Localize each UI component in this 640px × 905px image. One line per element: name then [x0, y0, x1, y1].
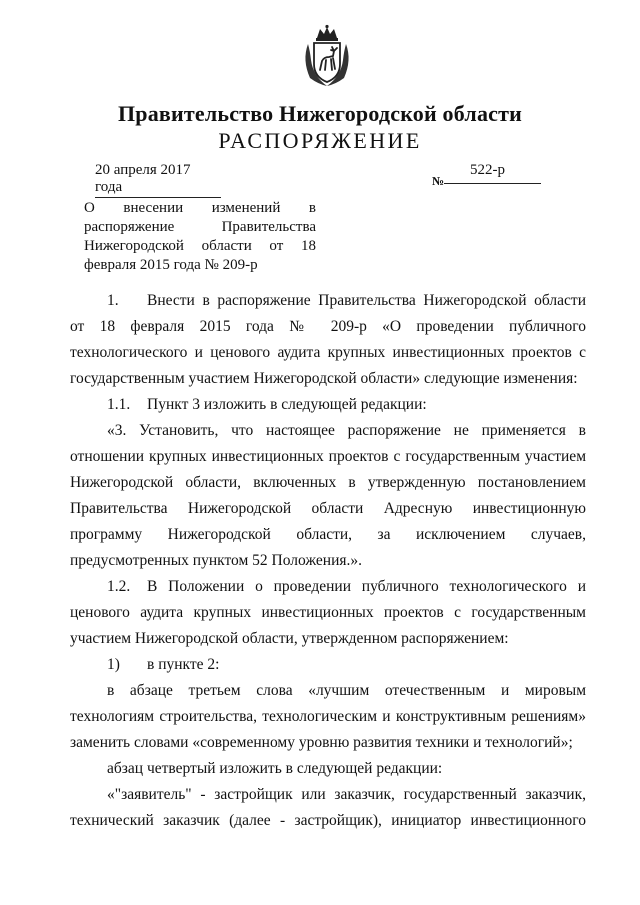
- paragraph-zayavitel: [70, 782, 586, 834]
- paragraph-1-2: [70, 574, 586, 652]
- paragraph-1-1: [70, 392, 586, 418]
- text-line: абзац четвертый изложить в следующей редакции:: [107, 760, 443, 777]
- text-line: участием Нижегородской области, утвержденном распоряжением:: [70, 630, 509, 647]
- text-line: 1.1. Пункт 3 изложить в следующей редакции:: [70, 392, 586, 418]
- government-title: Правительство Нижегородской области: [117, 101, 522, 126]
- paragraph-abzac-4: [70, 756, 586, 782]
- document-body: [70, 288, 586, 834]
- text-line: в абзаце третьем слова «лучшим отечественным и мировым: [107, 682, 586, 699]
- subject-line: Нижегородской области от 18: [84, 238, 316, 254]
- paragraph-point-3: [70, 418, 586, 574]
- text-line: 1.2. В Положении о проведении публичного технологического и: [70, 574, 586, 600]
- document-subject: [84, 199, 316, 275]
- text-line: «3. Установить, что настоящее распоряжение не применяется в: [107, 422, 586, 439]
- text-line: 1. Внести в распоряжение Правительства Нижегородской области: [70, 288, 586, 314]
- text-line: ценового аудита крупных инвестиционных проектов с государственным: [70, 604, 586, 621]
- text-line: Нижегородской области, включенных в утвержденную постановлением: [70, 474, 586, 491]
- text-line: технологиям строительства, технологическим и конструктивным решениям»: [70, 708, 586, 725]
- number-underline: [444, 183, 541, 184]
- paragraph-subitem-1: [70, 652, 586, 678]
- text-line: 1) в пункте 2:: [70, 652, 586, 678]
- document-number: 522-р: [470, 162, 505, 178]
- text-line: технологического и ценового аудита крупных инвестиционных проектов с: [70, 344, 586, 361]
- text-line: программу Нижегородской области, за исключением случаев,: [70, 526, 586, 543]
- subject-line: О внесении изменений в: [84, 200, 316, 216]
- item-number: 1): [107, 656, 120, 673]
- text-line: технический заказчик (далее - застройщик), инициатор инвестиционного: [70, 812, 586, 829]
- text-line: от 18 февраля 2015 года № 209-р «О проведении публичного: [70, 318, 586, 335]
- coat-of-arms-emblem: [298, 24, 356, 88]
- item-number: 1.1.: [107, 396, 131, 413]
- item-number: 1.2.: [107, 578, 131, 595]
- text-line: предусмотренных пунктом 52 Положения.».: [70, 552, 363, 569]
- paragraph-abzac-3: [70, 678, 586, 756]
- text-line: государственным участием Нижегородской области» следующие изменения:: [70, 370, 578, 387]
- text-line: «"заявитель" - застройщик или заказчик, государственный заказчик,: [107, 786, 586, 803]
- document-type: РАСПОРЯЖЕНИЕ: [218, 128, 422, 153]
- subject-line: распоряжение Правительства: [84, 219, 316, 235]
- text-line: отношении крупных инвестиционных проектов с государственным участием: [70, 448, 586, 465]
- text-line: Правительства Нижегородской области Адресную инвестиционную: [70, 500, 586, 517]
- subject-line: февраля 2015 года № 209-р: [84, 257, 258, 273]
- number-sign: №: [432, 174, 445, 188]
- document-date: 20 апреля 2017 года: [95, 162, 221, 198]
- paragraph-1: [70, 288, 586, 392]
- item-number: 1.: [107, 292, 119, 309]
- text-line: заменить словами «современному уровню развития техники и технологий»;: [70, 734, 573, 751]
